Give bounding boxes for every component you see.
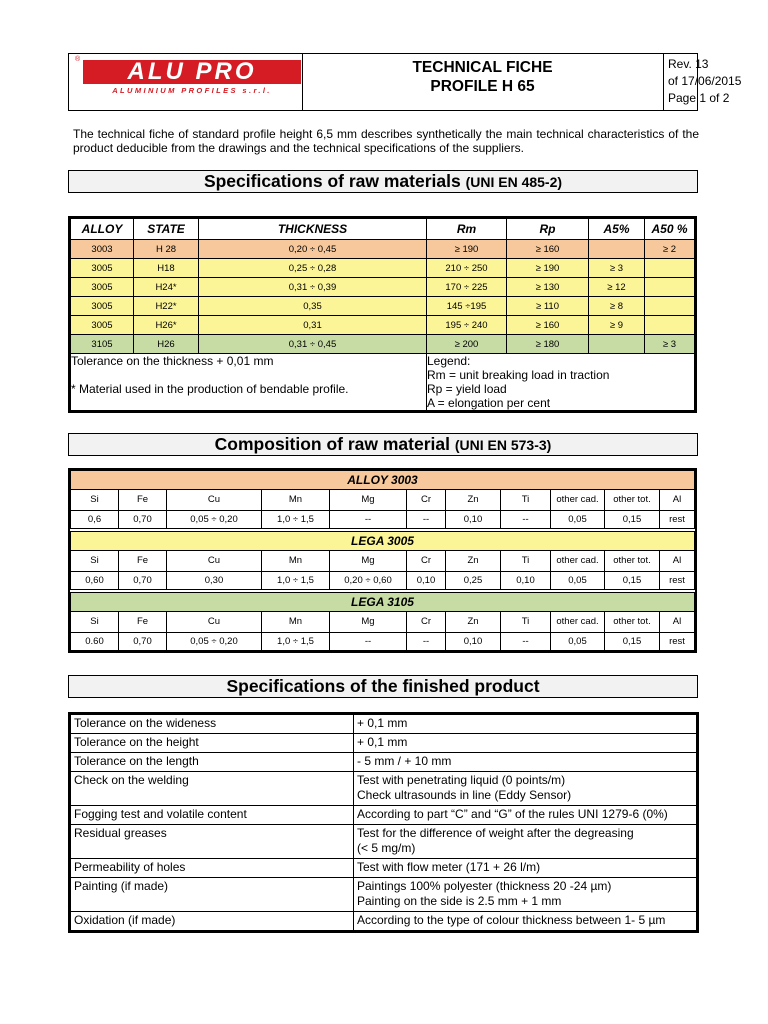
table-cell: 0,20 ÷ 0,45 bbox=[199, 240, 427, 259]
table-cell bbox=[589, 335, 645, 354]
element-header: Cu bbox=[167, 612, 262, 633]
document-title: TECHNICAL FICHE PROFILE H 65 bbox=[302, 54, 664, 110]
element-value: 0,10 bbox=[407, 572, 446, 590]
page-number: Page 1 of 2 bbox=[668, 91, 730, 105]
registered-mark: ® bbox=[75, 56, 81, 63]
element-header: Mn bbox=[262, 490, 330, 511]
table-cell: ≥ 3 bbox=[645, 335, 695, 354]
spec-value-line: (< 5 mg/m) bbox=[357, 841, 416, 855]
table-cell: ≥ 160 bbox=[507, 316, 589, 335]
section-finished-product-title: Specifications of the finished product bbox=[68, 675, 698, 698]
element-value: 1,0 ÷ 1,5 bbox=[262, 633, 330, 651]
element-header: Al bbox=[660, 490, 695, 511]
tolerance-note bbox=[71, 354, 427, 411]
table-cell: 3005 bbox=[71, 316, 134, 335]
spec-value bbox=[354, 715, 697, 734]
table-header-row bbox=[71, 219, 695, 240]
element-header: Cr bbox=[407, 612, 446, 633]
spec-label: Check on the welding bbox=[71, 772, 354, 806]
finished-product-table bbox=[68, 712, 699, 933]
spec-value-line: Paintings 100% polyester (thickness 20 -24 µm) bbox=[357, 879, 612, 893]
column-header: THICKNESS bbox=[199, 219, 427, 240]
table-cell: 3003 bbox=[71, 240, 134, 259]
element-header: Fe bbox=[119, 551, 167, 572]
element-value: 0,70 bbox=[119, 511, 167, 529]
spec-value bbox=[354, 912, 697, 931]
spec-value-line: + 0,1 mm bbox=[357, 735, 408, 749]
column-header: ALLOY bbox=[71, 219, 134, 240]
element-value: 0,15 bbox=[605, 511, 660, 529]
element-header: Mg bbox=[330, 612, 407, 633]
thickness-tolerance: Tolerance on the thickness + 0,01 mm bbox=[71, 354, 274, 368]
element-header: Fe bbox=[119, 612, 167, 633]
element-header: Zn bbox=[446, 551, 501, 572]
spec-value bbox=[354, 806, 697, 825]
spec-row bbox=[71, 859, 697, 878]
element-header: Cr bbox=[407, 490, 446, 511]
element-header: Cu bbox=[167, 551, 262, 572]
element-header: Zn bbox=[446, 612, 501, 633]
element-value: 0,05 bbox=[551, 511, 605, 529]
revision-date: of 17/06/2015 bbox=[668, 74, 742, 88]
spec-row bbox=[71, 825, 697, 859]
legend-line: Rp = yield load bbox=[427, 382, 507, 396]
table-cell: H26* bbox=[134, 316, 199, 335]
spec-value-line: Test with flow meter (171 + 26 l/m) bbox=[357, 860, 541, 874]
element-value: 0,05 ÷ 0,20 bbox=[167, 511, 262, 529]
table-cell: ≥ 9 bbox=[589, 316, 645, 335]
element-header: Mn bbox=[262, 551, 330, 572]
element-value: 0,6 bbox=[71, 511, 119, 529]
element-header: Zn bbox=[446, 490, 501, 511]
document-header bbox=[68, 53, 742, 111]
element-values-row bbox=[71, 633, 695, 651]
table-cell: H22* bbox=[134, 297, 199, 316]
alloy-title-row bbox=[71, 532, 695, 551]
table-cell: ≥ 180 bbox=[507, 335, 589, 354]
column-header: A50 % bbox=[645, 219, 695, 240]
spec-value bbox=[354, 859, 697, 878]
logo-brand: ALU PRO bbox=[127, 58, 257, 85]
element-header: Al bbox=[660, 612, 695, 633]
element-header: Cu bbox=[167, 490, 262, 511]
column-header: A5% bbox=[589, 219, 645, 240]
table-cell: ≥ 130 bbox=[507, 278, 589, 297]
table-cell: 3005 bbox=[71, 278, 134, 297]
legend bbox=[427, 354, 695, 411]
table-cell: 170 ÷ 225 bbox=[427, 278, 507, 297]
table-cell: 0,31 ÷ 0,45 bbox=[199, 335, 427, 354]
element-header: Si bbox=[71, 551, 119, 572]
column-header: STATE bbox=[134, 219, 199, 240]
section-composition-title: Composition of raw material (UNI EN 573-3) bbox=[68, 433, 698, 456]
element-value: rest bbox=[660, 572, 695, 590]
table-cell: 145 ÷195 bbox=[427, 297, 507, 316]
element-header: Fe bbox=[119, 490, 167, 511]
element-value: rest bbox=[660, 633, 695, 651]
spec-label: Tolerance on the height bbox=[71, 734, 354, 753]
element-header: other cad. bbox=[551, 551, 605, 572]
element-value: -- bbox=[407, 511, 446, 529]
table-cell: ≥ 190 bbox=[427, 240, 507, 259]
element-value: rest bbox=[660, 511, 695, 529]
element-value: 0,10 bbox=[446, 633, 501, 651]
spec-label: Oxidation (if made) bbox=[71, 912, 354, 931]
spec-value-line: According to part “C” and “G” of the rules UNI 1279-6 (0%) bbox=[357, 807, 668, 821]
spec-label: Painting (if made) bbox=[71, 878, 354, 912]
element-value: 0,10 bbox=[501, 572, 551, 590]
element-value: 0,15 bbox=[605, 633, 660, 651]
table-cell: 195 ÷ 240 bbox=[427, 316, 507, 335]
element-value: -- bbox=[330, 511, 407, 529]
element-header: other cad. bbox=[551, 490, 605, 511]
table-row bbox=[71, 278, 695, 297]
element-header-row bbox=[71, 551, 695, 572]
element-header-row bbox=[71, 612, 695, 633]
table-cell: ≥ 200 bbox=[427, 335, 507, 354]
element-value: 0,70 bbox=[119, 572, 167, 590]
section-raw-materials-title: Specifications of raw materials (UNI EN 485-2) bbox=[68, 170, 698, 193]
table-cell: ≥ 110 bbox=[507, 297, 589, 316]
element-value: 0,15 bbox=[605, 572, 660, 590]
spec-value-line: Painting on the side is 2.5 mm + 1 mm bbox=[357, 894, 562, 908]
element-header: Ti bbox=[501, 612, 551, 633]
table-cell: ≥ 190 bbox=[507, 259, 589, 278]
element-value: 0,05 ÷ 0,20 bbox=[167, 633, 262, 651]
bendable-note: * Material used in the production of bendable profile. bbox=[71, 382, 349, 396]
element-header: Mn bbox=[262, 612, 330, 633]
table-cell: H18 bbox=[134, 259, 199, 278]
table-cell bbox=[645, 259, 695, 278]
element-value: 0,25 bbox=[446, 572, 501, 590]
table-cell: ≥ 8 bbox=[589, 297, 645, 316]
element-value: -- bbox=[501, 633, 551, 651]
element-header: Ti bbox=[501, 551, 551, 572]
legend-line: Rm = unit breaking load in traction bbox=[427, 368, 610, 382]
table-cell: 210 ÷ 250 bbox=[427, 259, 507, 278]
table-cell bbox=[589, 240, 645, 259]
column-header: Rp bbox=[507, 219, 589, 240]
alloy-title-row bbox=[71, 471, 695, 490]
table-cell: ≥ 3 bbox=[589, 259, 645, 278]
spec-value bbox=[354, 772, 697, 806]
logo-subtitle: ALUMINIUM PROFILES s.r.l. bbox=[112, 86, 272, 95]
intro-paragraph: The technical fiche of standard profile height 6,5 mm describes synthetically the main technical characteristics of the product deducible from the drawings and the technical specifications of the suppliers. bbox=[73, 127, 699, 155]
table-cell: H 28 bbox=[134, 240, 199, 259]
element-value: 0,20 ÷ 0,60 bbox=[330, 572, 407, 590]
column-header: Rm bbox=[427, 219, 507, 240]
table-footer-row bbox=[71, 354, 695, 411]
element-header: Ti bbox=[501, 490, 551, 511]
table-cell: 0,31 ÷ 0,39 bbox=[199, 278, 427, 297]
table-row bbox=[71, 335, 695, 354]
spec-label: Permeability of holes bbox=[71, 859, 354, 878]
table-row bbox=[71, 259, 695, 278]
element-header: Cr bbox=[407, 551, 446, 572]
element-value: -- bbox=[407, 633, 446, 651]
alloy-title: LEGA 3105 bbox=[71, 593, 695, 612]
spec-value-line: Check ultrasounds in line (Eddy Sensor) bbox=[357, 788, 572, 802]
spec-value-line: - 5 mm / + 10 mm bbox=[357, 754, 452, 768]
spec-row bbox=[71, 715, 697, 734]
table-row bbox=[71, 297, 695, 316]
element-header: other tot. bbox=[605, 612, 660, 633]
element-header: Si bbox=[71, 490, 119, 511]
table-cell bbox=[645, 297, 695, 316]
table-cell: 3005 bbox=[71, 297, 134, 316]
spec-value-line: + 0,1 mm bbox=[357, 716, 408, 730]
table-row bbox=[71, 316, 695, 335]
spec-label: Tolerance on the length bbox=[71, 753, 354, 772]
spec-value-line: According to the type of colour thickness between 1- 5 µm bbox=[357, 913, 666, 927]
element-value: -- bbox=[501, 511, 551, 529]
spec-row bbox=[71, 734, 697, 753]
element-header: Si bbox=[71, 612, 119, 633]
spec-row bbox=[71, 806, 697, 825]
element-header: other tot. bbox=[605, 551, 660, 572]
legend-line: Legend: bbox=[427, 354, 471, 368]
table-row bbox=[71, 240, 695, 259]
element-value: 1,0 ÷ 1,5 bbox=[262, 572, 330, 590]
element-value: 0.60 bbox=[71, 633, 119, 651]
revision: Rev. 13 bbox=[668, 57, 709, 71]
table-cell: ≥ 12 bbox=[589, 278, 645, 297]
element-header-row bbox=[71, 490, 695, 511]
table-cell: 0,35 bbox=[199, 297, 427, 316]
table-cell bbox=[645, 316, 695, 335]
raw-materials-table bbox=[68, 216, 697, 413]
element-value: 0,30 bbox=[167, 572, 262, 590]
element-value: 0,05 bbox=[551, 572, 605, 590]
spec-label: Tolerance on the wideness bbox=[71, 715, 354, 734]
alloy-title: ALLOY 3003 bbox=[71, 471, 695, 490]
spec-value-line: Test for the difference of weight after the degreasing bbox=[357, 826, 634, 840]
element-header: other cad. bbox=[551, 612, 605, 633]
element-values-row bbox=[71, 572, 695, 590]
spec-value bbox=[354, 734, 697, 753]
spec-label: Fogging test and volatile content bbox=[71, 806, 354, 825]
table-cell: 3105 bbox=[71, 335, 134, 354]
composition-table bbox=[68, 468, 697, 653]
table-cell: ≥ 2 bbox=[645, 240, 695, 259]
revision-info bbox=[664, 54, 768, 110]
table-cell: H24* bbox=[134, 278, 199, 297]
table-cell bbox=[645, 278, 695, 297]
spec-value bbox=[354, 878, 697, 912]
legend-line: A = elongation per cent bbox=[427, 396, 551, 410]
element-header: Mg bbox=[330, 551, 407, 572]
element-header: Al bbox=[660, 551, 695, 572]
table-cell: 3005 bbox=[71, 259, 134, 278]
alloy-title: LEGA 3005 bbox=[71, 532, 695, 551]
spec-row bbox=[71, 878, 697, 912]
spec-row bbox=[71, 753, 697, 772]
spec-value bbox=[354, 825, 697, 859]
element-value: 1,0 ÷ 1,5 bbox=[262, 511, 330, 529]
element-value: -- bbox=[330, 633, 407, 651]
spec-label: Residual greases bbox=[71, 825, 354, 859]
element-values-row bbox=[71, 511, 695, 529]
element-value: 0,10 bbox=[446, 511, 501, 529]
table-cell: ≥ 160 bbox=[507, 240, 589, 259]
element-value: 0,70 bbox=[119, 633, 167, 651]
element-header: Mg bbox=[330, 490, 407, 511]
spec-value-line: Test with penetrating liquid (0 points/m) bbox=[357, 773, 566, 787]
element-header: other tot. bbox=[605, 490, 660, 511]
element-value: 0,05 bbox=[551, 633, 605, 651]
element-value: 0,60 bbox=[71, 572, 119, 590]
spec-row bbox=[71, 912, 697, 931]
spec-value bbox=[354, 753, 697, 772]
table-cell: H26 bbox=[134, 335, 199, 354]
spec-row bbox=[71, 772, 697, 806]
alloy-title-row bbox=[71, 593, 695, 612]
table-cell: 0,31 bbox=[199, 316, 427, 335]
table-cell: 0,25 ÷ 0,28 bbox=[199, 259, 427, 278]
logo bbox=[69, 54, 303, 110]
